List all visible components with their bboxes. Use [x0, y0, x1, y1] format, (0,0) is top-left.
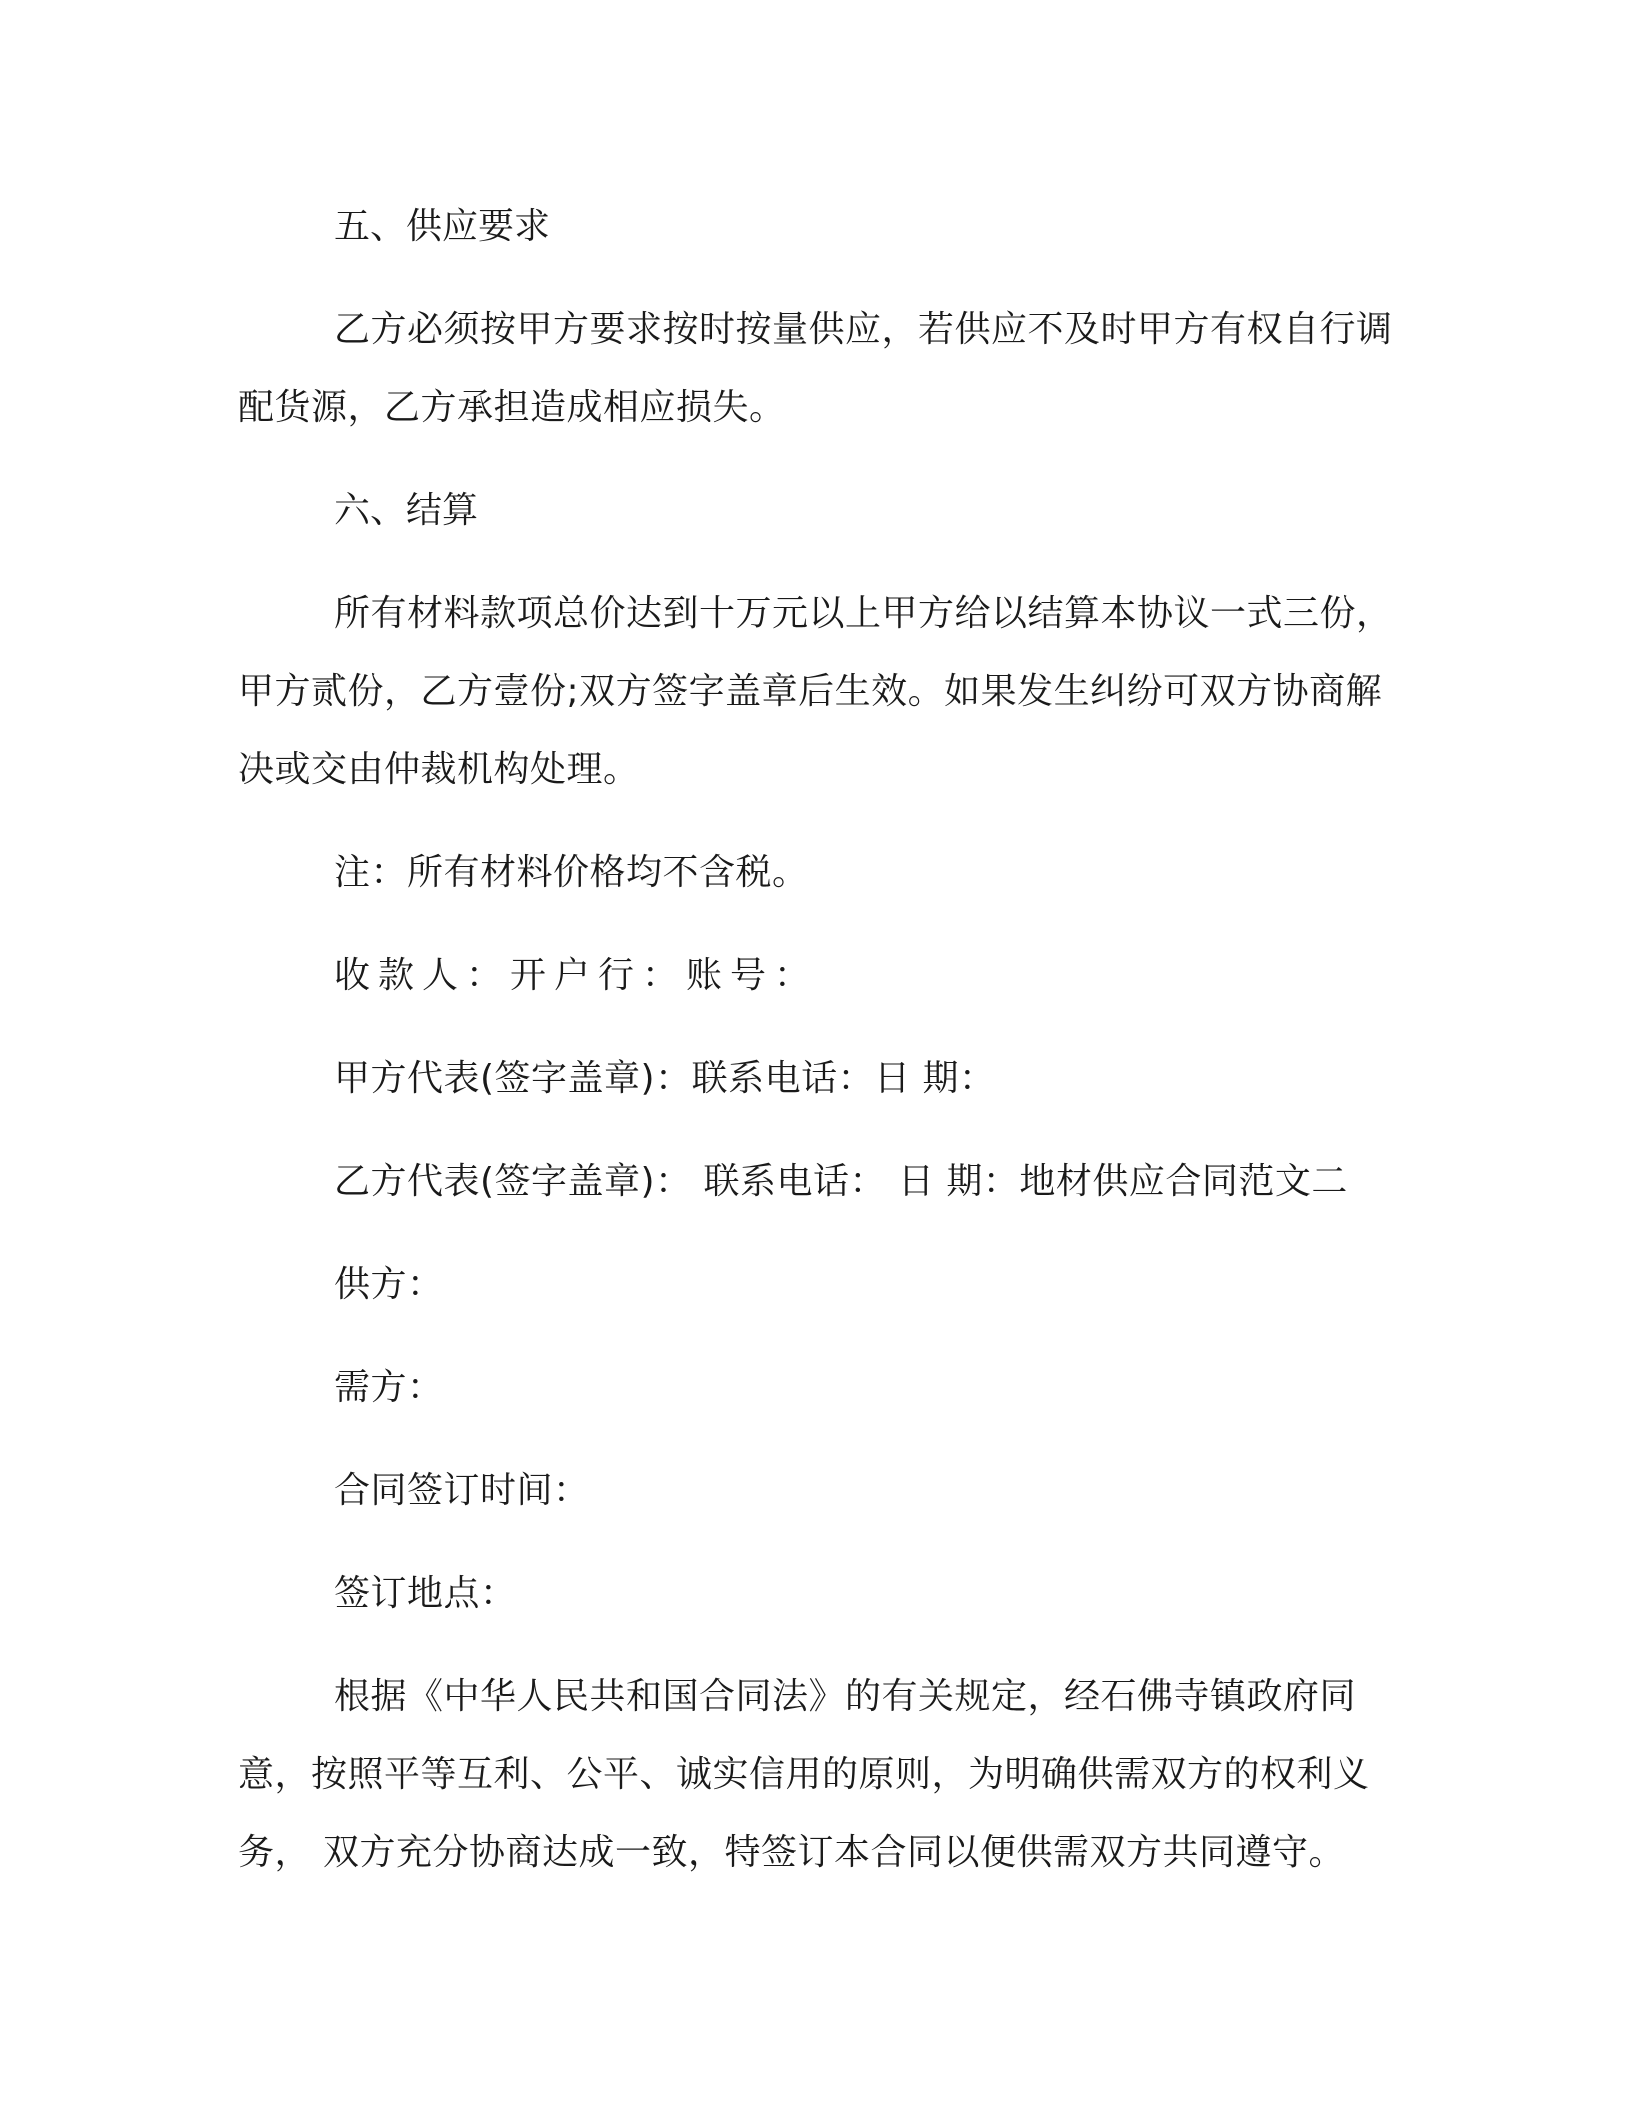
paragraph-payee-info: 收款人：开户行：账号：: [334, 955, 819, 996]
paragraph-sign-place: 签订地点：: [334, 1573, 517, 1614]
paragraph-supply-terms: 乙方必须按甲方要求按时按量供应，若供应不及时甲方有权自行调配货源，乙方承担造成相应损失。: [238, 309, 1393, 428]
paragraph-contract-preamble: 根据《中华人民共和国合同法》的有关规定，经石佛寺镇政府同意，按照平等互利、公平、诚实信用的原则，为明确供需双方的权利义务， 双方充分协商达成一致，特签订本合同以便供需双方共同遵守。: [238, 1676, 1370, 1873]
paragraph-sign-time: 合同签订时间：: [334, 1470, 590, 1511]
paragraph-buyer: 需方：: [334, 1367, 444, 1408]
paragraph-party-b-representative: 乙方代表(签字盖章)： 联系电话： 日 期：地材供应合同范文二: [334, 1161, 1348, 1202]
document-body: [238, 188, 1398, 1892]
paragraph-supplier: 供方：: [334, 1264, 444, 1305]
paragraph-tax-note: 注：所有材料价格均不含税。: [334, 852, 809, 893]
paragraph-party-a-representative: 甲方代表(签字盖章)：联系电话：日 期：: [334, 1058, 996, 1099]
section-heading-settlement: 六、结算: [334, 490, 479, 531]
paragraph-settlement-terms: 所有材料款项总价达到十万元以上甲方给以结算本协议一式三份，甲方贰份，乙方壹份;双方签字盖章后生效。如果发生纠纷可双方协商解决或交由仲裁机构处理。: [238, 593, 1393, 790]
section-heading-supply-requirements: 五、供应要求: [334, 206, 551, 247]
